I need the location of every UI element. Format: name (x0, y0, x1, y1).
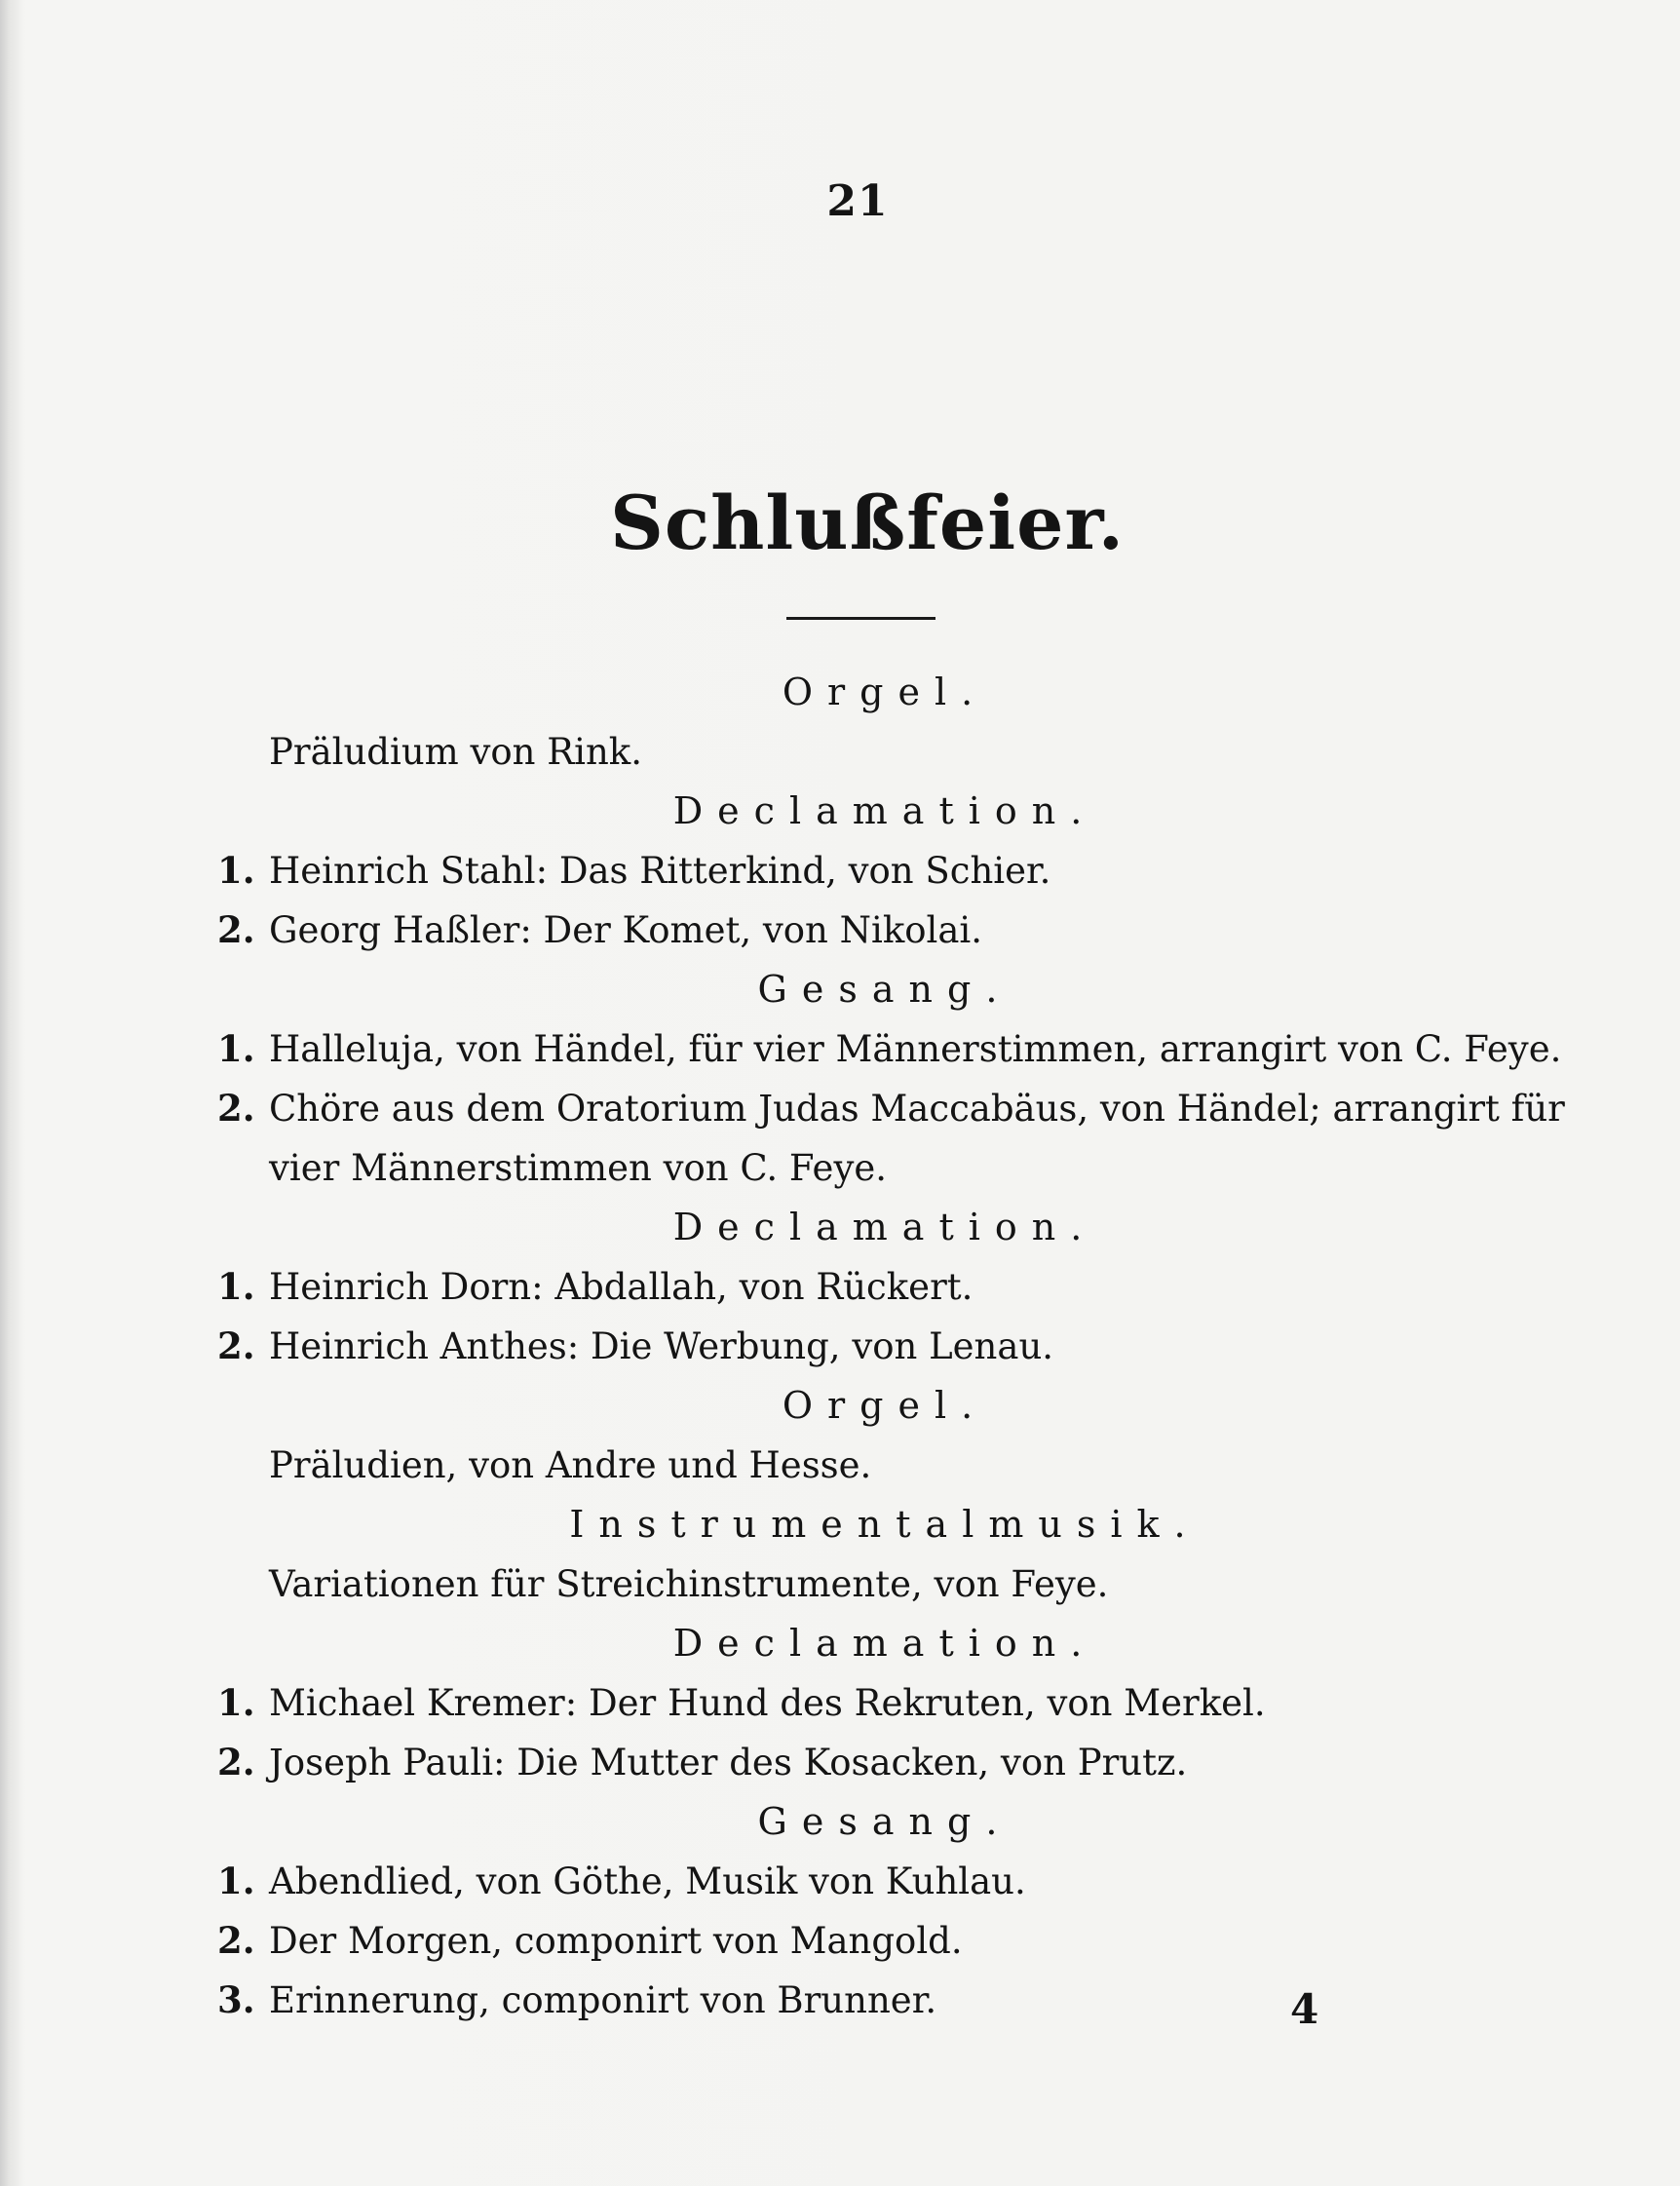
program-section (0, 1495, 1680, 1614)
entry-text: Georg Haßler: Der Komet, von Nikolai. (269, 909, 983, 951)
entry-text: Variationen für Streichinstrumente, von Feye. (269, 1563, 1109, 1605)
program-entry-continuation (0, 1138, 1680, 1198)
program-list (0, 663, 1680, 2030)
entry-text: vier Männerstimmen von C. Feye. (269, 1147, 888, 1189)
entry-text: Erinnerung, componirt von Brunner. (269, 1979, 937, 2021)
entry-number: 1. (217, 1265, 255, 1308)
entry-text: Michael Kremer: Der Hund des Rekruten, von Merkel. (269, 1682, 1266, 1724)
entry-text: Heinrich Stahl: Das Ritterkind, von Schier. (269, 850, 1051, 892)
entry-text: Heinrich Dorn: Abdallah, von Rückert. (269, 1266, 974, 1308)
entry-number: 2. (217, 1087, 255, 1130)
program-section (0, 960, 1680, 1198)
program-section (0, 1792, 1680, 2030)
program-section (0, 1376, 1680, 1495)
entry-text: Der Morgen, componirt von Mangold. (269, 1920, 963, 1962)
entry-number: 3. (217, 1978, 255, 2021)
program-entry (0, 1317, 1680, 1376)
entry-text: Abendlied, von Göthe, Musik von Kuhlau. (269, 1860, 1026, 1902)
entry-text: Chöre aus dem Oratorium Judas Maccabäus, von Händel; arrangirt für (269, 1088, 1565, 1130)
program-entry (0, 722, 1680, 782)
entry-number: 2. (217, 1919, 255, 1962)
program-entry (0, 1852, 1680, 1911)
program-entry (0, 1554, 1680, 1614)
program-entry (0, 1257, 1680, 1317)
section-heading: Declamation. (672, 1622, 1097, 1665)
program-entry (0, 1079, 1680, 1138)
entry-number: 1. (217, 849, 255, 892)
section-heading: Orgel. (782, 1384, 988, 1427)
page-title: Schlußfeier. (609, 479, 1126, 566)
page-number-top: 21 (826, 176, 889, 226)
entry-number: 2. (217, 908, 255, 951)
section-heading: Declamation. (672, 1206, 1097, 1248)
program-entry (0, 1733, 1680, 1792)
program-section (0, 1614, 1680, 1792)
entry-text: Präludium von Rink. (269, 731, 642, 773)
entry-text: Heinrich Anthes: Die Werbung, von Lenau. (269, 1325, 1054, 1367)
section-heading: Declamation. (672, 789, 1097, 832)
entry-number: 1. (217, 1681, 255, 1724)
program-entry (0, 841, 1680, 901)
entry-text: Halleluja, von Händel, für vier Männerstimmen, arrangirt von C. Feye. (269, 1028, 1562, 1070)
entry-text: Joseph Pauli: Die Mutter des Kosacken, von Prutz. (269, 1742, 1188, 1783)
entry-number: 2. (217, 1741, 255, 1783)
program-entry (0, 1971, 1680, 2030)
program-entry (0, 1673, 1680, 1733)
program-entry (0, 901, 1680, 960)
section-heading: Orgel. (782, 671, 988, 713)
section-heading: Gesang. (757, 968, 1012, 1011)
program-section (0, 782, 1680, 960)
program-section (0, 663, 1680, 782)
entry-text: Präludien, von Andre und Hesse. (269, 1444, 872, 1486)
program-entry (0, 1436, 1680, 1495)
section-heading: Instrumentalmusik. (569, 1503, 1201, 1546)
program-entry (0, 1019, 1680, 1079)
page-number-bottom: 4 (1290, 1985, 1319, 2033)
entry-number: 2. (217, 1324, 255, 1367)
entry-number: 1. (217, 1860, 255, 1902)
title-divider (786, 617, 935, 620)
section-heading: Gesang. (757, 1800, 1012, 1843)
program-entry (0, 1911, 1680, 1971)
entry-number: 1. (217, 1027, 255, 1070)
program-section (0, 1198, 1680, 1376)
